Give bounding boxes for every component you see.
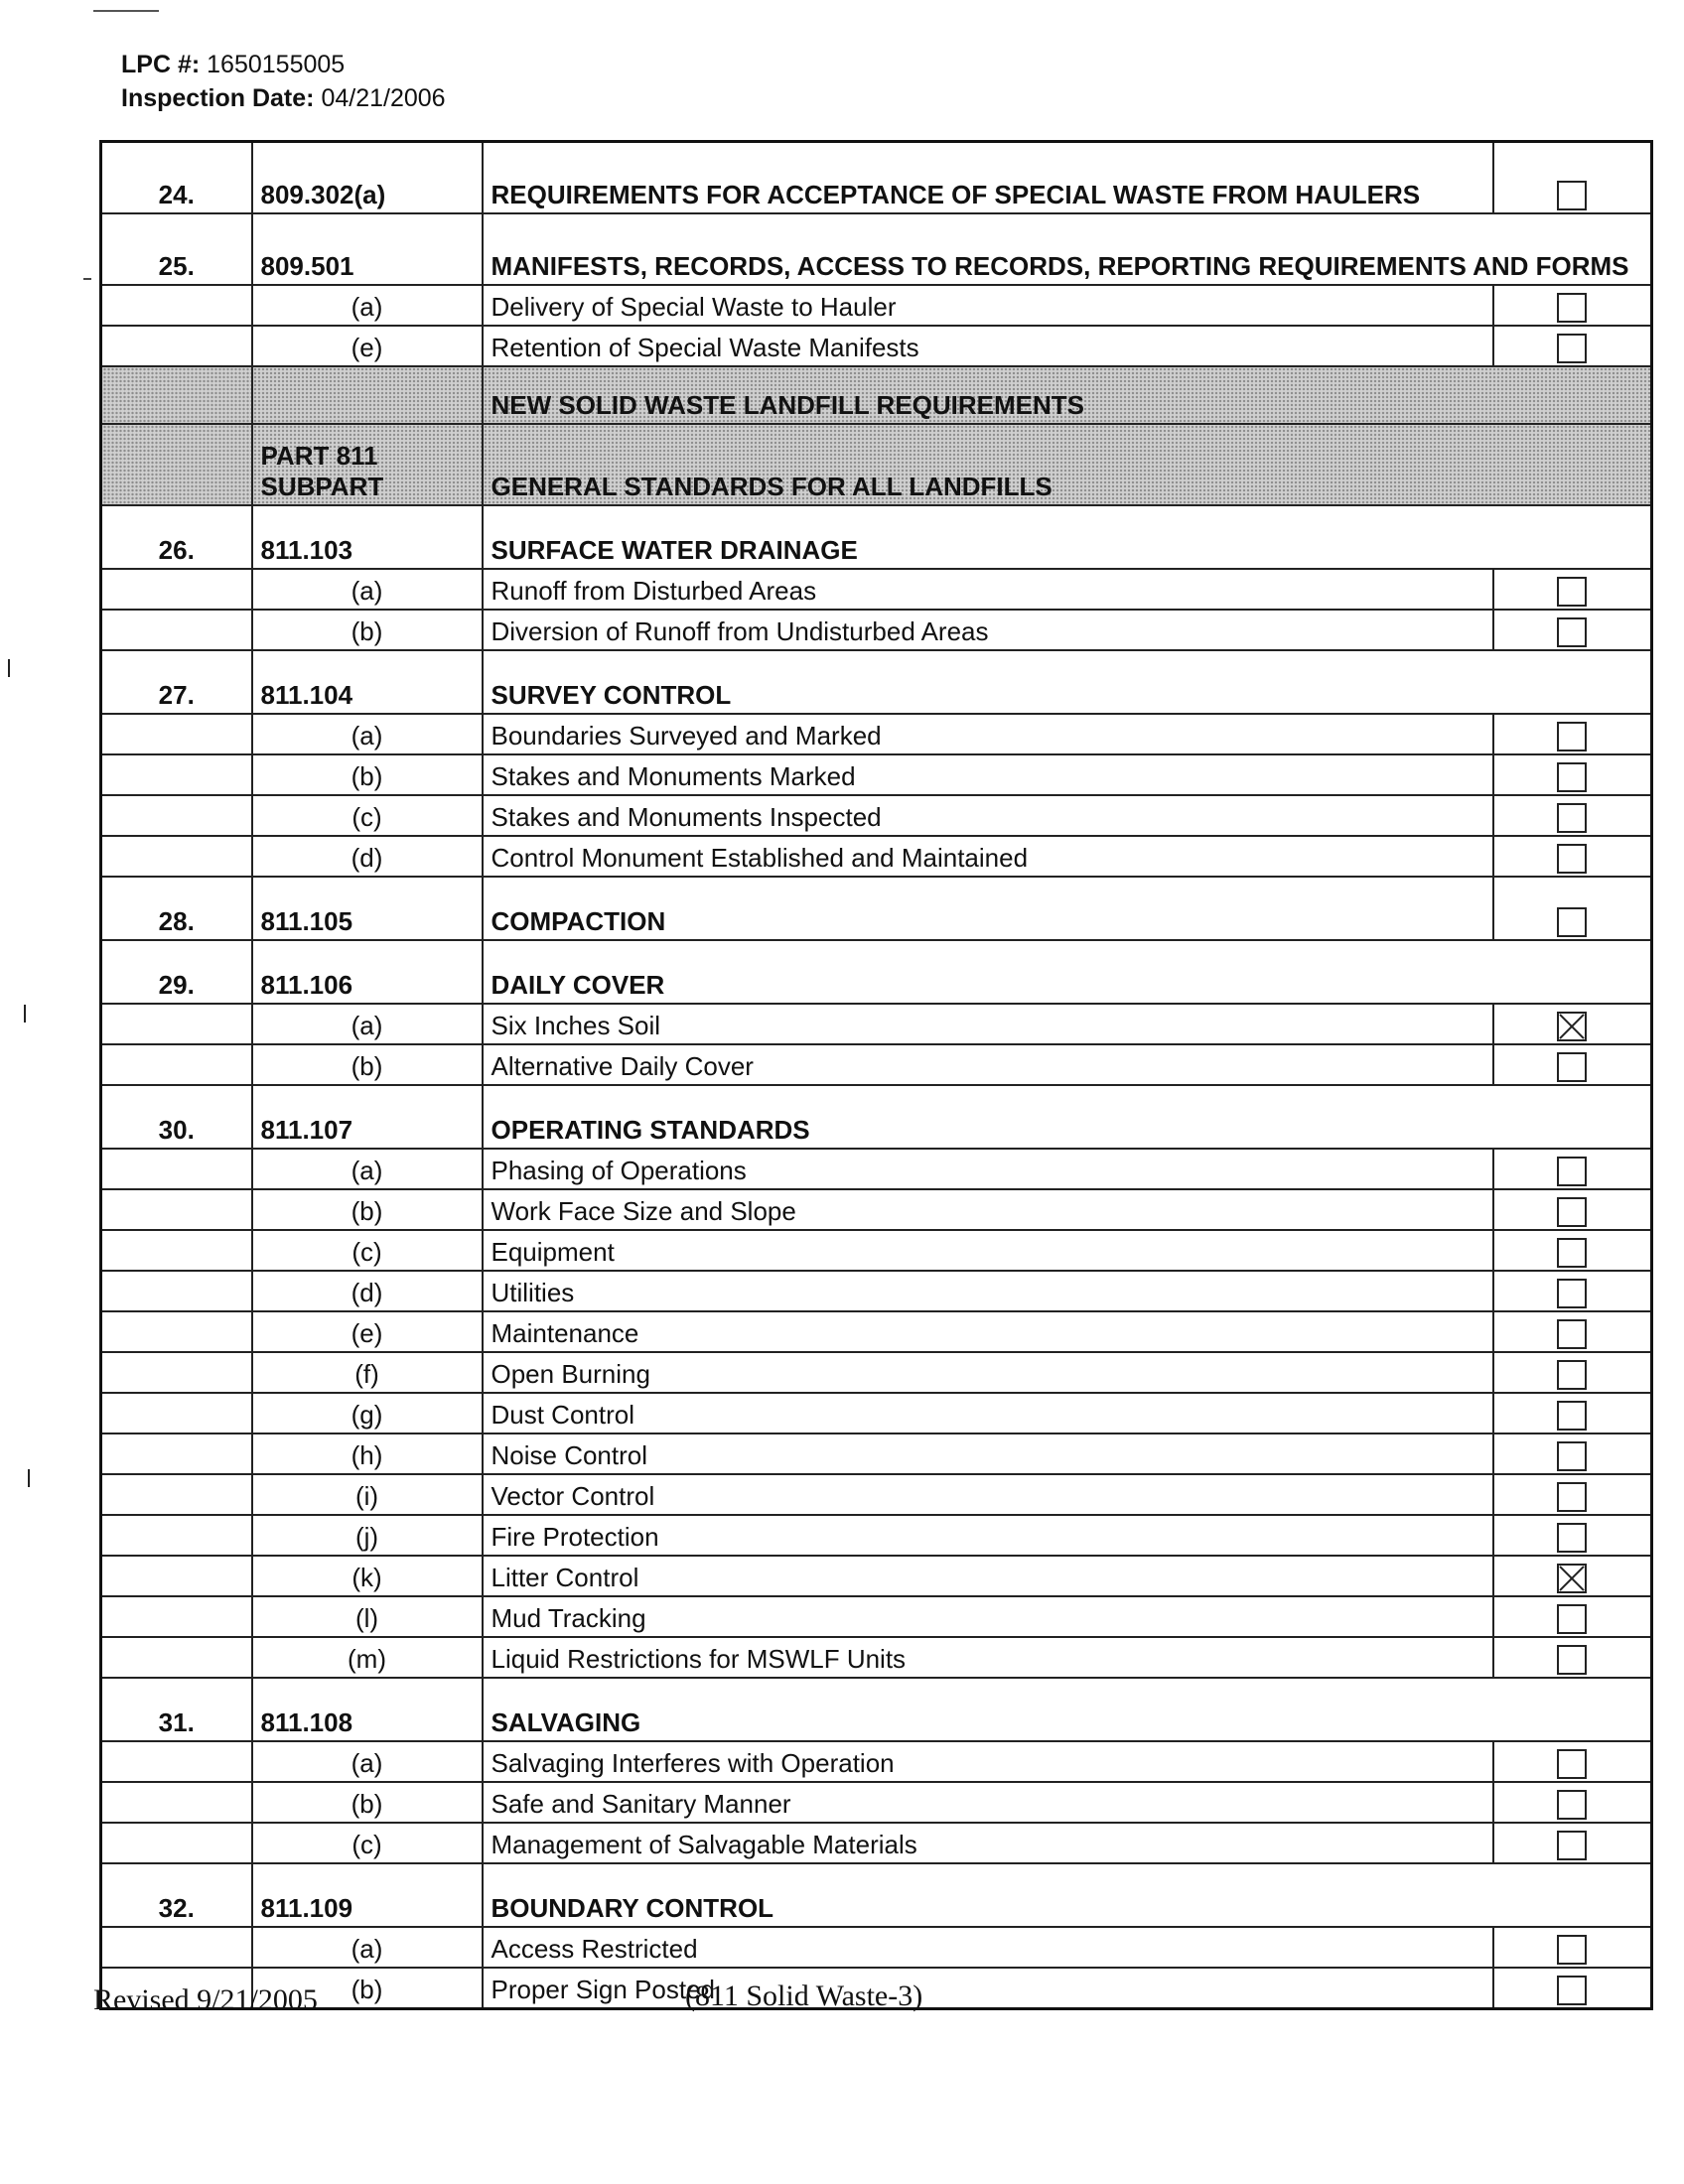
checkbox-cell bbox=[1493, 1271, 1652, 1311]
blank-cell bbox=[101, 1189, 252, 1230]
sub-item-letter: (b) bbox=[252, 1044, 483, 1085]
checkbox[interactable] bbox=[1557, 293, 1587, 323]
checkbox-cell bbox=[1493, 836, 1652, 877]
item-description: Retention of Special Waste Manifests bbox=[483, 326, 1493, 366]
checkbox-cell bbox=[1493, 610, 1652, 650]
checkbox-cell bbox=[1493, 1596, 1652, 1637]
section-title: SURVEY CONTROL bbox=[483, 650, 1652, 714]
checkbox[interactable] bbox=[1557, 1052, 1587, 1082]
item-description: Work Face Size and Slope bbox=[483, 1189, 1493, 1230]
item-description: Delivery of Special Waste to Hauler bbox=[483, 285, 1493, 326]
section-code: 811.105 bbox=[252, 877, 483, 940]
inspection-date-label: Inspection Date: bbox=[121, 84, 315, 112]
checkbox[interactable] bbox=[1557, 1441, 1587, 1471]
checklist-item-row bbox=[101, 285, 1652, 326]
checklist-item-row bbox=[101, 1352, 1652, 1393]
sub-item-letter: (d) bbox=[252, 1271, 483, 1311]
checkbox-cell bbox=[1493, 1556, 1652, 1596]
checklist-item-row bbox=[101, 1271, 1652, 1311]
item-description: Stakes and Monuments Marked bbox=[483, 754, 1493, 795]
sub-item-letter: (c) bbox=[252, 1823, 483, 1863]
checkbox[interactable] bbox=[1557, 1482, 1587, 1512]
sub-item-letter: (l) bbox=[252, 1596, 483, 1637]
checkbox-cell bbox=[1493, 569, 1652, 610]
section-code: 811.108 bbox=[252, 1678, 483, 1741]
item-number: 25. bbox=[101, 213, 252, 285]
checkbox-cell bbox=[1493, 714, 1652, 754]
checkbox[interactable] bbox=[1557, 1645, 1587, 1675]
item-description: Equipment bbox=[483, 1230, 1493, 1271]
item-description: Noise Control bbox=[483, 1433, 1493, 1474]
section-code: 811.104 bbox=[252, 650, 483, 714]
item-description: Fire Protection bbox=[483, 1515, 1493, 1556]
section-row bbox=[101, 1863, 1652, 1927]
subpart-label: SUBPART bbox=[260, 472, 384, 501]
blank-cell bbox=[101, 836, 252, 877]
sub-item-letter: (a) bbox=[252, 569, 483, 610]
checkbox[interactable] bbox=[1557, 1360, 1587, 1390]
checkbox-cell bbox=[1493, 1004, 1652, 1044]
checkbox-cell bbox=[1493, 1149, 1652, 1189]
checkbox-cell bbox=[1493, 1044, 1652, 1085]
item-description: Liquid Restrictions for MSWLF Units bbox=[483, 1637, 1493, 1678]
checklist-item-row bbox=[101, 754, 1652, 795]
checkbox[interactable] bbox=[1557, 844, 1587, 874]
checked-checkbox[interactable] bbox=[1557, 1012, 1587, 1041]
item-description: Utilities bbox=[483, 1271, 1493, 1311]
checklist-item-row bbox=[101, 1637, 1652, 1678]
section-code: 811.103 bbox=[252, 505, 483, 569]
section-row bbox=[101, 877, 1652, 940]
blank-cell bbox=[101, 285, 252, 326]
item-description: Mud Tracking bbox=[483, 1596, 1493, 1637]
checkbox[interactable] bbox=[1557, 1935, 1587, 1965]
item-description: Stakes and Monuments Inspected bbox=[483, 795, 1493, 836]
checkbox-cell bbox=[1493, 1311, 1652, 1352]
blank-cell bbox=[101, 326, 252, 366]
item-description: Safe and Sanitary Manner bbox=[483, 1782, 1493, 1823]
checkbox[interactable] bbox=[1557, 577, 1587, 607]
section-code: 811.106 bbox=[252, 940, 483, 1004]
checkbox[interactable] bbox=[1557, 1157, 1587, 1186]
section-code: 811.107 bbox=[252, 1085, 483, 1149]
checkbox-cell bbox=[1493, 1927, 1652, 1968]
blank-cell bbox=[101, 1149, 252, 1189]
checklist-item-row bbox=[101, 1596, 1652, 1637]
page-label: (811 Solid Waste-3) bbox=[685, 1979, 923, 2012]
blank-cell bbox=[101, 1556, 252, 1596]
checklist-item-row bbox=[101, 1515, 1652, 1556]
checkbox[interactable] bbox=[1557, 1401, 1587, 1431]
checkbox[interactable] bbox=[1557, 181, 1587, 210]
section-row bbox=[101, 1085, 1652, 1149]
checklist-item-row bbox=[101, 714, 1652, 754]
checklist-item-row bbox=[101, 1393, 1652, 1433]
item-description: Proper Sign Posted bbox=[483, 1968, 1493, 2009]
band-blank bbox=[101, 424, 252, 505]
checklist-item-row bbox=[101, 1474, 1652, 1515]
margin-tick bbox=[24, 1005, 26, 1023]
blank-cell bbox=[101, 714, 252, 754]
sub-item-letter: (a) bbox=[252, 285, 483, 326]
item-description: Management of Salvagable Materials bbox=[483, 1823, 1493, 1863]
section-code: 811.109 bbox=[252, 1863, 483, 1927]
item-number: 29. bbox=[101, 940, 252, 1004]
checklist-item-row bbox=[101, 610, 1652, 650]
section-code: 809.302(a) bbox=[252, 142, 483, 214]
checkbox-cell bbox=[1493, 1230, 1652, 1271]
sub-item-letter: (a) bbox=[252, 1004, 483, 1044]
band-title: NEW SOLID WASTE LANDFILL REQUIREMENTS bbox=[483, 366, 1652, 424]
checkbox[interactable] bbox=[1557, 1976, 1587, 2005]
item-description: Phasing of Operations bbox=[483, 1149, 1493, 1189]
checkbox[interactable] bbox=[1557, 1279, 1587, 1308]
item-description: Litter Control bbox=[483, 1556, 1493, 1596]
blank-cell bbox=[101, 1393, 252, 1433]
checkbox-cell bbox=[1493, 1189, 1652, 1230]
blank-cell bbox=[101, 1230, 252, 1271]
item-description: Diversion of Runoff from Undisturbed Areas bbox=[483, 610, 1493, 650]
section-row bbox=[101, 1678, 1652, 1741]
sub-item-letter: (a) bbox=[252, 714, 483, 754]
checkbox-cell bbox=[1493, 142, 1652, 214]
blank-cell bbox=[101, 1782, 252, 1823]
sub-item-letter: (c) bbox=[252, 795, 483, 836]
checkbox[interactable] bbox=[1557, 803, 1587, 833]
item-description: Vector Control bbox=[483, 1474, 1493, 1515]
sub-item-letter: (k) bbox=[252, 1556, 483, 1596]
checkbox-cell bbox=[1493, 877, 1652, 940]
section-title: DAILY COVER bbox=[483, 940, 1652, 1004]
sub-item-letter: (e) bbox=[252, 1311, 483, 1352]
sub-item-letter: (a) bbox=[252, 1149, 483, 1189]
blank-cell bbox=[101, 610, 252, 650]
checkbox-cell bbox=[1493, 754, 1652, 795]
checklist-item-row bbox=[101, 836, 1652, 877]
checkbox[interactable] bbox=[1557, 1604, 1587, 1634]
checkbox-cell bbox=[1493, 1352, 1652, 1393]
checklist-item-row bbox=[101, 1782, 1652, 1823]
checkbox[interactable] bbox=[1557, 1831, 1587, 1860]
sub-item-letter: (b) bbox=[252, 1189, 483, 1230]
section-row bbox=[101, 650, 1652, 714]
blank-cell bbox=[101, 1927, 252, 1968]
item-description: Alternative Daily Cover bbox=[483, 1044, 1493, 1085]
top-scan-line bbox=[93, 10, 159, 12]
inspection-date-line bbox=[121, 81, 446, 115]
item-number: 26. bbox=[101, 505, 252, 569]
sub-item-letter: (e) bbox=[252, 326, 483, 366]
section-title: COMPACTION bbox=[483, 877, 1493, 940]
item-description: Dust Control bbox=[483, 1393, 1493, 1433]
blank-cell bbox=[101, 1741, 252, 1782]
sub-item-letter: (i) bbox=[252, 1474, 483, 1515]
sub-item-letter: (f) bbox=[252, 1352, 483, 1393]
band-blank bbox=[101, 366, 252, 424]
sub-item-letter: (b) bbox=[252, 610, 483, 650]
margin-tick bbox=[8, 659, 10, 677]
checklist-item-row bbox=[101, 1927, 1652, 1968]
blank-cell bbox=[101, 1596, 252, 1637]
section-title: OPERATING STANDARDS bbox=[483, 1085, 1652, 1149]
sub-item-letter: (b) bbox=[252, 754, 483, 795]
checklist-item-row bbox=[101, 1433, 1652, 1474]
blank-cell bbox=[101, 1352, 252, 1393]
blank-cell bbox=[101, 1637, 252, 1678]
checkbox-cell bbox=[1493, 795, 1652, 836]
sub-item-letter: (a) bbox=[252, 1927, 483, 1968]
checkbox-cell bbox=[1493, 285, 1652, 326]
item-number: 24. bbox=[101, 142, 252, 214]
inspection-header bbox=[121, 48, 446, 115]
inspection-date: 04/21/2006 bbox=[321, 84, 446, 112]
sub-item-letter: (d) bbox=[252, 836, 483, 877]
sub-item-letter: (g) bbox=[252, 1393, 483, 1433]
checklist-item-row bbox=[101, 1004, 1652, 1044]
checkbox-cell bbox=[1493, 1637, 1652, 1678]
blank-cell bbox=[101, 1515, 252, 1556]
revised-date: Revised 9/21/2005 bbox=[93, 1983, 318, 2016]
section-code: 809.501 bbox=[252, 213, 483, 285]
item-description: Access Restricted bbox=[483, 1927, 1493, 1968]
part-label: PART 811 bbox=[260, 441, 378, 471]
sub-item-letter: (c) bbox=[252, 1230, 483, 1271]
checkbox[interactable] bbox=[1557, 1197, 1587, 1227]
checklist-item-row bbox=[101, 326, 1652, 366]
lpc-number: 1650155005 bbox=[207, 51, 346, 78]
checklist-item-row bbox=[101, 795, 1652, 836]
blank-cell bbox=[101, 754, 252, 795]
shaded-band-row bbox=[101, 366, 1652, 424]
lpc-line bbox=[121, 48, 446, 81]
band-blank bbox=[252, 366, 483, 424]
checkbox[interactable] bbox=[1557, 1319, 1587, 1349]
checkbox[interactable] bbox=[1557, 1790, 1587, 1820]
item-description: Control Monument Established and Maintained bbox=[483, 836, 1493, 877]
item-description: Six Inches Soil bbox=[483, 1004, 1493, 1044]
checkbox-cell bbox=[1493, 1474, 1652, 1515]
section-row bbox=[101, 213, 1652, 285]
blank-cell bbox=[101, 1271, 252, 1311]
section-title: SURFACE WATER DRAINAGE bbox=[483, 505, 1652, 569]
checkbox[interactable] bbox=[1557, 722, 1587, 751]
checkbox-cell bbox=[1493, 1515, 1652, 1556]
item-number: 31. bbox=[101, 1678, 252, 1741]
section-title: MANIFESTS, RECORDS, ACCESS TO RECORDS, REPORTING REQUIREMENTS AND FORMS bbox=[483, 213, 1652, 285]
checklist-item-row bbox=[101, 1044, 1652, 1085]
checked-checkbox[interactable] bbox=[1557, 1564, 1587, 1593]
checkbox-cell bbox=[1493, 1393, 1652, 1433]
item-number: 30. bbox=[101, 1085, 252, 1149]
margin-tick bbox=[28, 1469, 30, 1487]
inspection-checklist-table bbox=[99, 140, 1653, 2010]
item-number: 28. bbox=[101, 877, 252, 940]
item-description: Maintenance bbox=[483, 1311, 1493, 1352]
section-row bbox=[101, 142, 1652, 214]
blank-cell bbox=[101, 795, 252, 836]
blank-cell bbox=[101, 1433, 252, 1474]
checklist-item-row bbox=[101, 1741, 1652, 1782]
checkbox[interactable] bbox=[1557, 1238, 1587, 1268]
lpc-label: LPC #: bbox=[121, 51, 201, 78]
checklist-item-row bbox=[101, 1311, 1652, 1352]
blank-cell bbox=[101, 569, 252, 610]
checkbox[interactable] bbox=[1557, 907, 1587, 937]
section-title: SALVAGING bbox=[483, 1678, 1652, 1741]
checkbox-cell bbox=[1493, 1433, 1652, 1474]
blank-cell bbox=[101, 1044, 252, 1085]
blank-cell bbox=[101, 1474, 252, 1515]
sub-item-letter: (m) bbox=[252, 1637, 483, 1678]
checkbox-cell bbox=[1493, 326, 1652, 366]
checklist-item-row bbox=[101, 1149, 1652, 1189]
checkbox[interactable] bbox=[1557, 334, 1587, 363]
item-number: 32. bbox=[101, 1863, 252, 1927]
blank-cell bbox=[101, 1004, 252, 1044]
item-number: 27. bbox=[101, 650, 252, 714]
item-description: Salvaging Interferes with Operation bbox=[483, 1741, 1493, 1782]
checkbox[interactable] bbox=[1557, 1523, 1587, 1553]
band-title: GENERAL STANDARDS FOR ALL LANDFILLS bbox=[483, 424, 1652, 505]
section-row bbox=[101, 505, 1652, 569]
sub-item-letter: (a) bbox=[252, 1741, 483, 1782]
item-description: Open Burning bbox=[483, 1352, 1493, 1393]
item-description: Runoff from Disturbed Areas bbox=[483, 569, 1493, 610]
checklist-item-row bbox=[101, 1823, 1652, 1863]
checklist-item-row bbox=[101, 1556, 1652, 1596]
checkbox-cell bbox=[1493, 1741, 1652, 1782]
section-title: REQUIREMENTS FOR ACCEPTANCE OF SPECIAL WASTE FROM HAULERS bbox=[483, 142, 1493, 214]
section-title: BOUNDARY CONTROL bbox=[483, 1863, 1652, 1927]
sub-item-letter: (b) bbox=[252, 1782, 483, 1823]
checkbox-cell bbox=[1493, 1823, 1652, 1863]
checklist-item-row bbox=[101, 1230, 1652, 1271]
shaded-band-row bbox=[101, 424, 1652, 505]
item-description: Boundaries Surveyed and Marked bbox=[483, 714, 1493, 754]
checklist-item-row bbox=[101, 569, 1652, 610]
checkbox[interactable] bbox=[1557, 1749, 1587, 1779]
sub-item-letter: (b) bbox=[252, 1968, 483, 2009]
sub-item-letter: (j) bbox=[252, 1515, 483, 1556]
part-subpart-cell bbox=[252, 424, 483, 505]
blank-cell bbox=[101, 1823, 252, 1863]
blank-cell bbox=[101, 1311, 252, 1352]
checkbox-cell bbox=[1493, 1782, 1652, 1823]
checkbox-cell bbox=[1493, 1968, 1652, 2009]
checklist-item-row bbox=[101, 1189, 1652, 1230]
margin-dash bbox=[83, 278, 91, 280]
checkbox[interactable] bbox=[1557, 617, 1587, 647]
checkbox[interactable] bbox=[1557, 762, 1587, 792]
sub-item-letter: (h) bbox=[252, 1433, 483, 1474]
section-row bbox=[101, 940, 1652, 1004]
